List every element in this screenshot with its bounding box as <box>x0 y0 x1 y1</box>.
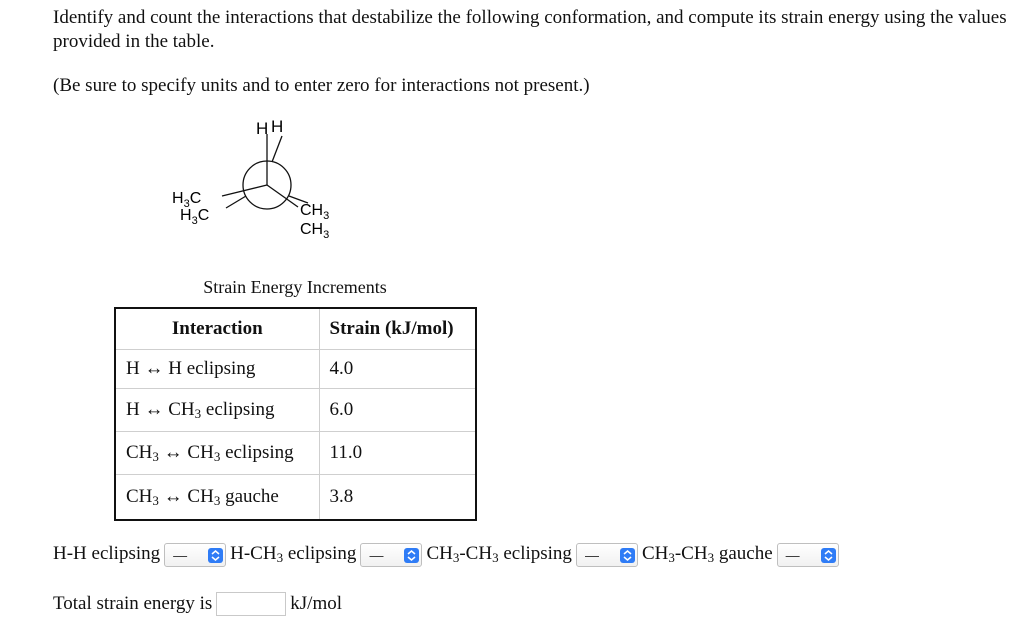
label-back-right <box>300 221 329 241</box>
label-front-right <box>300 202 329 222</box>
ch3ch3-eclipsing-select[interactable] <box>576 543 638 567</box>
hch3-eclipsing-select[interactable] <box>360 543 422 567</box>
label-front-top: H <box>256 119 269 138</box>
strain-cell: 11.0 <box>319 432 476 475</box>
interaction-cell: $CH_3$ ↔ $CH_3$ gauche <box>115 475 319 521</box>
up-down-chevron-icon <box>620 548 635 563</box>
up-down-chevron-icon <box>208 548 223 563</box>
header-strain: Strain (kJ/mol) <box>319 308 476 350</box>
interaction-cell: H ↔ $CH_3$ eclipsing <box>115 389 319 432</box>
table-row <box>115 432 476 475</box>
question-note: (Be sure to specify units and to enter zero for interactions not present.) <box>53 75 590 96</box>
strain-cell: 3.8 <box>319 475 476 521</box>
up-down-chevron-icon <box>821 548 836 563</box>
svg-text:H3C: $H_3C$ <box>172 190 202 210</box>
answer-label-ch3ch3-eclipsing: $CH_3-CH_3$ eclipsing <box>426 543 572 565</box>
back-bond-top <box>272 136 282 162</box>
table-header-row <box>115 308 476 350</box>
svg-text:H3C: $H_3C$ <box>180 207 210 227</box>
strain-table <box>114 307 477 521</box>
label-back-left <box>180 207 209 227</box>
strain-cell: 4.0 <box>319 350 476 389</box>
header-interaction: Interaction <box>115 308 319 350</box>
total-unit: kJ/mol <box>290 593 342 614</box>
table-caption: Strain Energy Increments <box>203 277 387 297</box>
table-row <box>115 389 476 432</box>
svg-text:CH3: $CH_3$ <box>300 202 330 222</box>
svg-text:CH3: $CH_3$ <box>300 221 330 241</box>
total-label: Total strain energy is <box>53 593 213 614</box>
ch3ch3-gauche-select[interactable] <box>777 543 839 567</box>
strain-cell: 6.0 <box>319 389 476 432</box>
select-value: — <box>785 547 799 563</box>
answer-row <box>53 540 843 568</box>
total-strain-input[interactable] <box>216 592 286 616</box>
interaction-cell: H ↔ H eclipsing <box>115 350 319 389</box>
select-value: — <box>584 547 598 563</box>
total-row <box>53 592 342 616</box>
back-bond-left <box>226 196 246 208</box>
hh-eclipsing-select[interactable] <box>164 543 226 567</box>
interaction-cell: $CH_3$ ↔ $CH_3$ eclipsing <box>115 432 319 475</box>
label-back-top: H <box>271 117 284 136</box>
question-text: Identify and count the interactions that destabilize the following conformation, and compute its strain energy using the values provided in the table. <box>53 7 1007 52</box>
newman-projection <box>160 110 360 250</box>
up-down-chevron-icon <box>404 548 419 563</box>
table-row <box>115 475 476 521</box>
table-row <box>115 350 476 389</box>
answer-label-hh: H-H eclipsing <box>53 543 161 564</box>
answer-label-ch3ch3-gauche: $CH_3-CH_3$ gauche <box>641 543 773 565</box>
answer-label-hch3: $H-CH_3$ eclipsing <box>230 543 357 565</box>
select-value: — <box>369 547 383 563</box>
select-value: — <box>173 547 187 563</box>
